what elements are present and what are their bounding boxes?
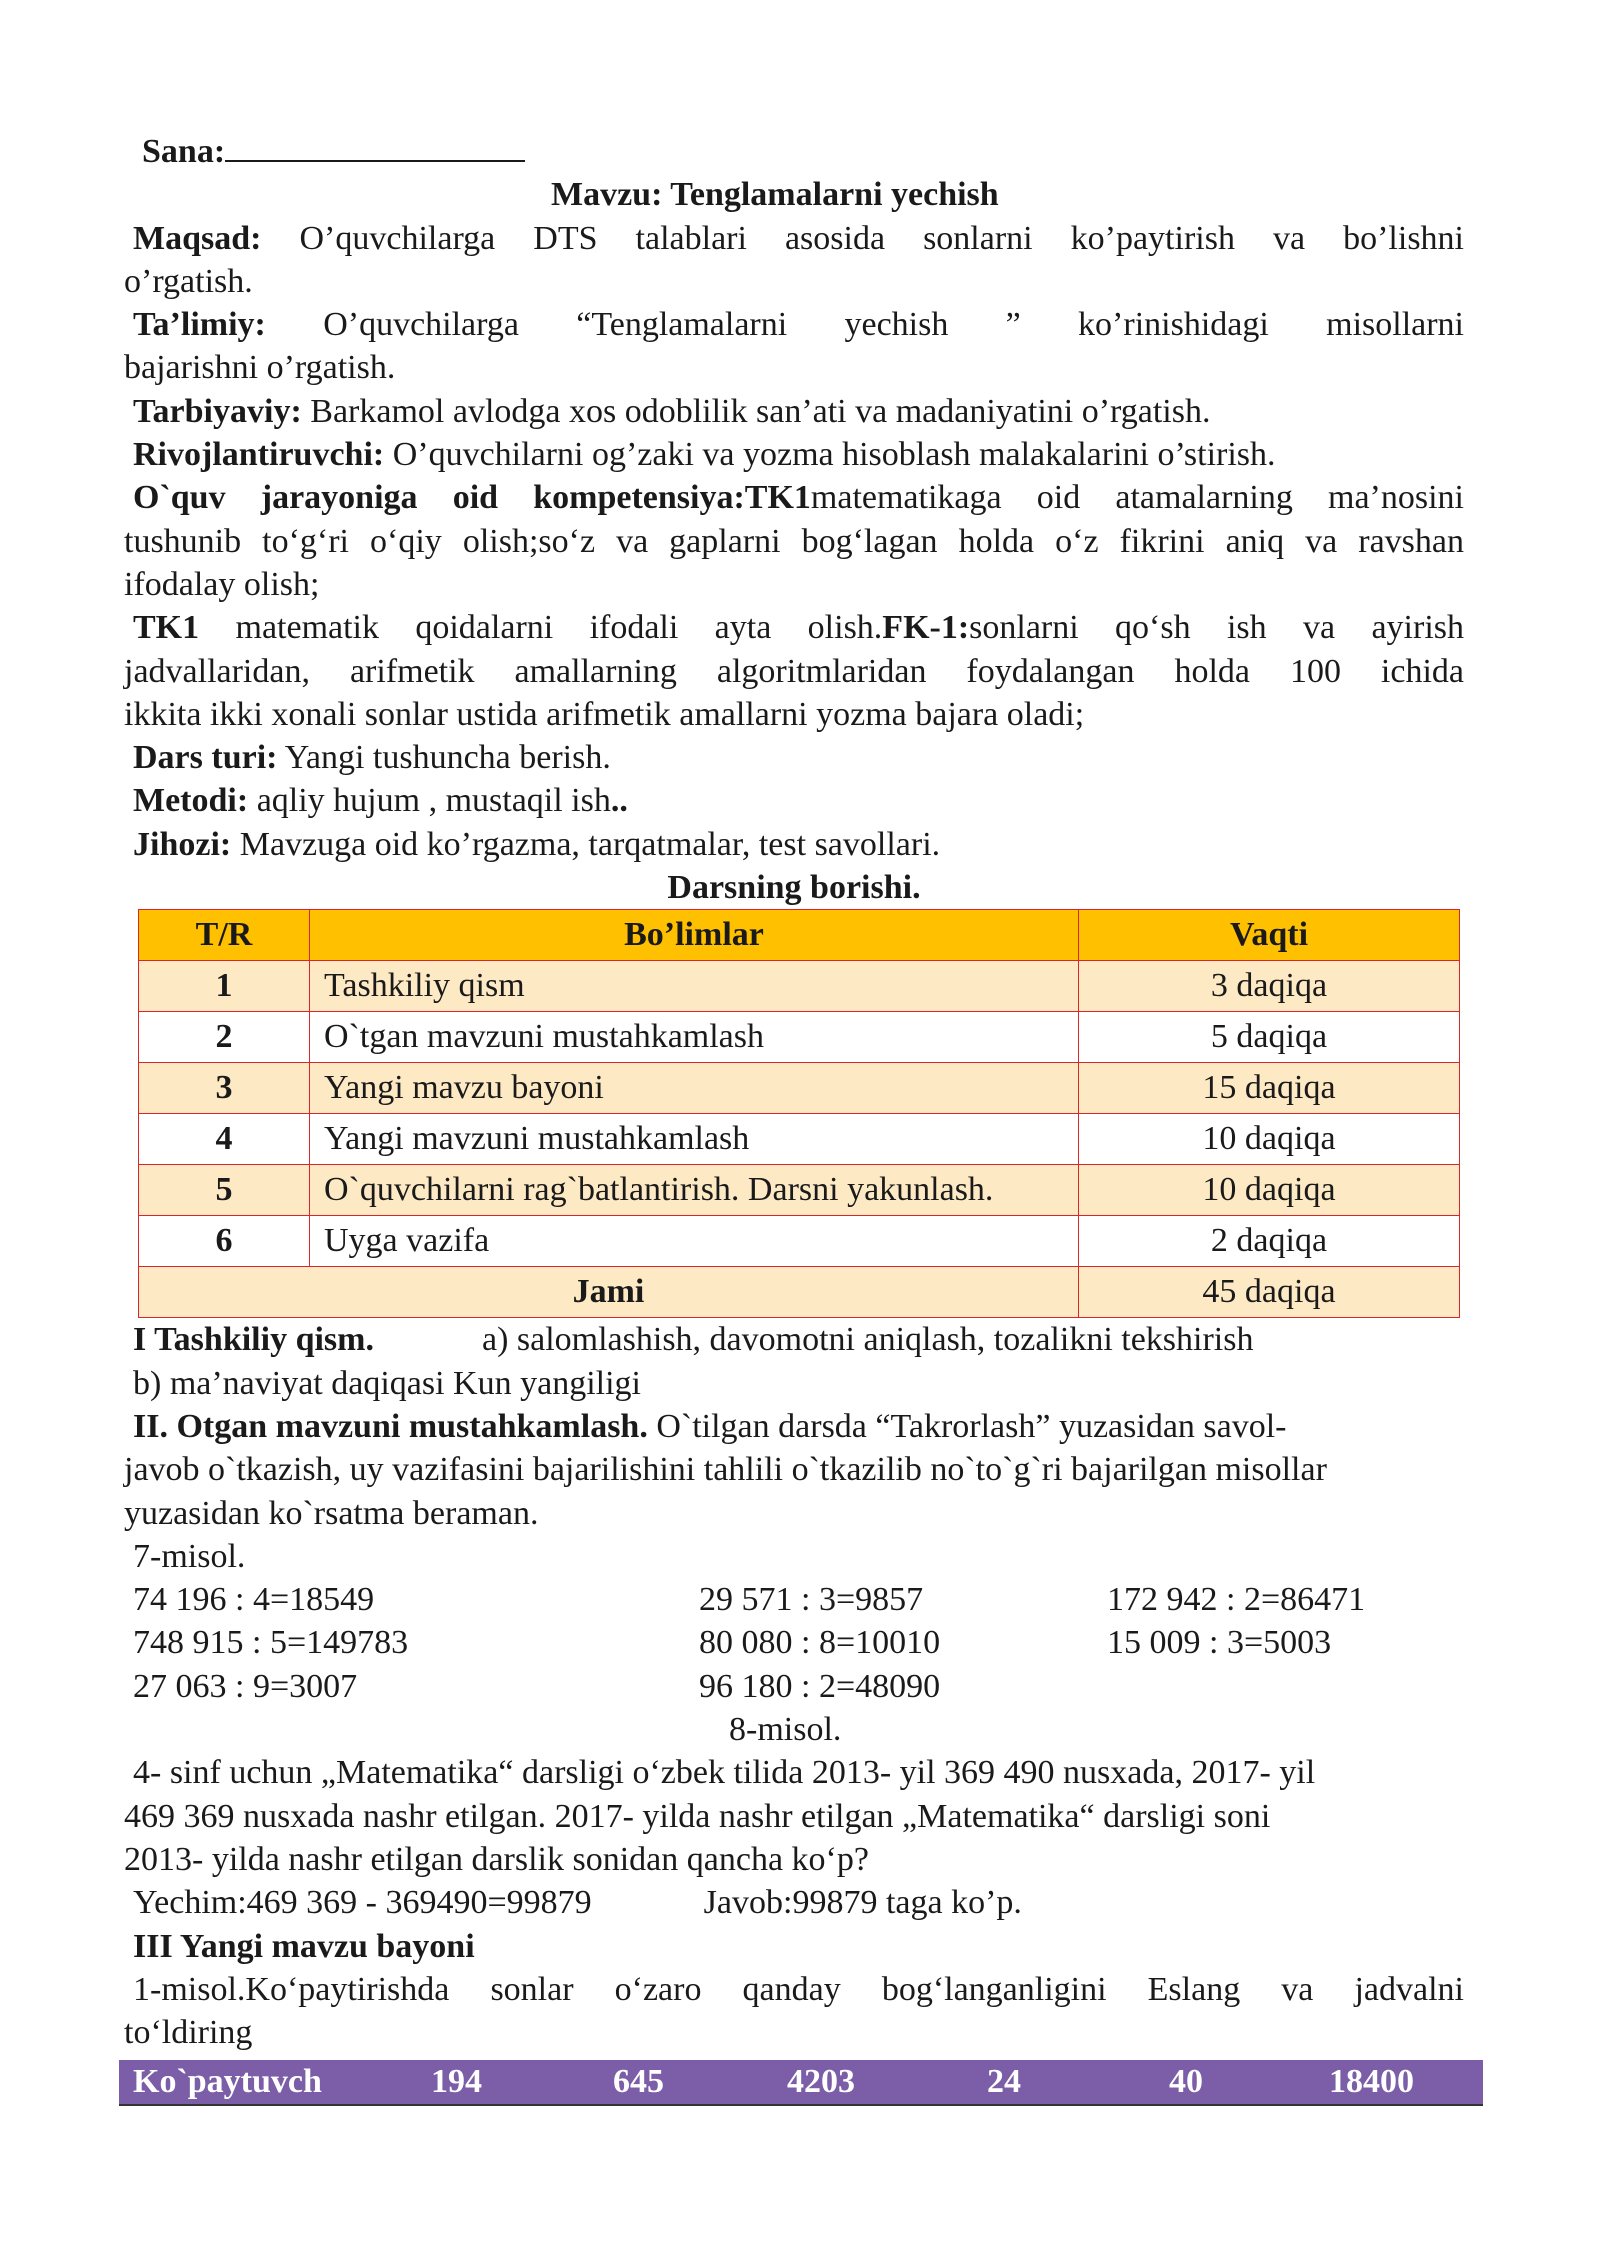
row-number: 6 (139, 1216, 310, 1267)
section-2-line-2: javob o`tkazish, uy vazifasini bajarilishini tahlili o`tkazilib no`to`g`ri bajarilgan misollar (124, 1451, 1327, 1489)
exercise-7-cell (1107, 1665, 1464, 1708)
section-1-line-2: b) ma’naviyat daqiqasi Kun yangiligi (133, 1364, 641, 1402)
exercise-7-cell: 74 196 : 4=18549 (133, 1581, 375, 1619)
goal-maqsad-label: Maqsad: (133, 219, 262, 257)
section-3 (124, 1925, 1464, 1968)
section-1 (124, 1318, 1464, 1361)
exercise-8-label: 8-misol. (729, 1711, 842, 1749)
exercise-8-line-3: 2013- yilda nashr etilgan darslik sonidan qancha ko‘p? (124, 1840, 869, 1878)
exercise-8-line-2: 469 369 nusxada nashr etilgan. 2017- yilda nashr etilgan „Matematika“ darsligi soni (124, 1797, 1271, 1835)
solution-text: Yechim:469 369 - 369490=99879 (133, 1884, 592, 1922)
row-section: Yangi mavzu bayoni (310, 1063, 1079, 1114)
table-row (139, 1012, 1460, 1063)
method-end: .. (610, 782, 628, 820)
section-1-text: a) salomlashish, davomotni aniqlash, tozalikni tekshirish (481, 1321, 1254, 1359)
exercise-1-line-1: 1-misol.Ko‘paytirishda sonlar o‘zaro qanday bog‘langanligini Eslang va jadvalni (133, 1970, 1464, 2008)
exercise-8-line-1: 4- sinf uchun „Matematika“ darsligi o‘zbek tilida 2013- yil 369 490 nusxada, 2017- yil (133, 1754, 1316, 1792)
date-line (124, 130, 1464, 173)
equipment-text: Mavzuga oid ko’rgazma, tarqatmalar, test savollari. (239, 825, 941, 863)
topic-line (124, 173, 1464, 216)
total-time: 45 daqiqa (1079, 1267, 1460, 1318)
exercise-7-row (124, 1578, 1464, 1621)
exercise-1-line-2: to‘ldiring (124, 2014, 253, 2052)
exercise-7-cell: 96 180 : 2=48090 (699, 1667, 941, 1705)
exercise-7-cell: 748 915 : 5=149783 (133, 1624, 409, 1662)
row-section: Tashkiliy qism (310, 961, 1079, 1012)
row-section: Uyga vazifa (310, 1216, 1079, 1267)
row-time: 10 daqiqa (1079, 1165, 1460, 1216)
row-section: Yangi mavzuni mustahkamlash (310, 1114, 1079, 1165)
lesson-type (124, 736, 1464, 779)
goal-tarbiyaviy-label: Tarbiyaviy: (133, 392, 302, 430)
plan-title (124, 866, 1464, 909)
lesson-plan-table (138, 909, 1460, 1318)
goal-maqsad-cont: o’rgatish. (124, 262, 253, 300)
section-2-line-3: yuzasidan ko`rsatma beraman. (124, 1494, 539, 1532)
section-2-text: O`tilgan darsda “Takrorlash” yuzasidan savol- (656, 1407, 1287, 1445)
table-row (139, 1216, 1460, 1267)
tk1-line (124, 606, 1464, 649)
equipment (124, 823, 1464, 866)
multiplier-value: 4203 (787, 2063, 855, 2100)
method-label: Metodi: (133, 782, 249, 820)
section-2-label: II. Otgan mavzuni mustahkamlash. (133, 1407, 648, 1445)
table-row (139, 961, 1460, 1012)
section-3-label: III Yangi mavzu bayoni (133, 1927, 475, 1965)
multiplier-value: 18400 (1329, 2063, 1414, 2100)
goal-talimiy (124, 303, 1464, 346)
exercise-7-cell: 27 063 : 9=3007 (133, 1667, 358, 1705)
row-number: 4 (139, 1114, 310, 1165)
competency-label: O`quv jarayoniga oid kompetensiya:TK1 (133, 479, 811, 517)
solution-line (124, 1881, 1464, 1924)
tk1-label: TK1 (133, 609, 200, 647)
section-1-label: I Tashkiliy qism. (133, 1321, 374, 1359)
multiplier-value: 645 (613, 2063, 664, 2100)
competency-text: matematikaga oid atamalarning ma’nosini (810, 479, 1464, 517)
row-number: 3 (139, 1063, 310, 1114)
header-time: Vaqti (1079, 910, 1460, 961)
goal-talimiy-label: Ta’limiy: (133, 306, 266, 344)
goal-maqsad (124, 217, 1464, 260)
goal-rivoj-text: O’quvchilarni og’zaki va yozma hisoblash malakalarini o’stirish. (392, 436, 1276, 474)
date-blank (225, 134, 525, 162)
goal-rivoj-label: Rivojlantiruvchi: (133, 436, 385, 474)
plan-title-text: Darsning borishi. (667, 869, 921, 907)
competency-line-2: tushunib to‘g‘ri o‘qiy olish;so‘z va gaplarni bog‘lagan holda o‘z fikrini aniq va ravshan (124, 522, 1464, 560)
exercise-7-cell: 172 942 : 2=86471 (1107, 1581, 1366, 1619)
row-number: 5 (139, 1165, 310, 1216)
table-total-row (139, 1267, 1460, 1318)
competency-line (124, 476, 1464, 519)
goal-talimiy-text: O’quvchilarga “Tenglamalarni yechish ” ko’rinishidagi misollarni (323, 306, 1464, 344)
goal-tarbiyaviy (124, 390, 1464, 433)
exercise-7-cell: 29 571 : 3=9857 (699, 1581, 924, 1619)
goal-talimiy-cont: bajarishni o’rgatish. (124, 349, 396, 387)
exercise-7-cell: 80 080 : 8=10010 (699, 1624, 941, 1662)
row-section: O`tgan mavzuni mustahkamlash (310, 1012, 1079, 1063)
total-label: Jami (139, 1267, 1079, 1318)
lesson-type-label: Dars turi: (133, 739, 278, 777)
row-section: O`quvchilarni rag`batlantirish. Darsni yakunlash. (310, 1165, 1079, 1216)
multiplier-table-row (119, 2060, 1483, 2106)
table-header-row (139, 910, 1460, 961)
exercise-7-label: 7-misol. (133, 1537, 246, 1575)
topic-title: Mavzu: Tenglamalarni yechish (551, 176, 999, 214)
competency-line-3: ifodalay olish; (124, 565, 320, 603)
table-row (139, 1063, 1460, 1114)
multiplier-value: 24 (987, 2063, 1021, 2100)
row-time: 15 daqiqa (1079, 1063, 1460, 1114)
fk1-label: FK-1: (882, 609, 970, 647)
header-tr: T/R (139, 910, 310, 961)
equipment-label: Jihozi: (133, 825, 232, 863)
section-2 (124, 1405, 1464, 1448)
method (124, 779, 1464, 822)
row-time: 2 daqiqa (1079, 1216, 1460, 1267)
table-row (139, 1165, 1460, 1216)
header-sections: Bo’limlar (310, 910, 1079, 961)
table-row (139, 1114, 1460, 1165)
multiplier-label: Ko`paytuvch (133, 2063, 322, 2100)
tk1-text: matematik qoidalarni ifodali ayta olish. (235, 609, 883, 647)
row-time: 3 daqiqa (1079, 961, 1460, 1012)
method-text: aqliy hujum , mustaqil ish (256, 782, 611, 820)
lesson-type-text: Yangi tushuncha berish. (284, 739, 611, 777)
multiplier-value: 194 (431, 2063, 482, 2100)
fk1-line-3: ikkita ikki xonali sonlar ustida arifmetik amallarni yozma bajara oladi; (124, 695, 1085, 733)
fk1-line-2: jadvallaridan, arifmetik amallarning algoritmlaridan foydalangan holda 100 ichida (124, 652, 1464, 690)
date-label: Sana: (142, 133, 226, 170)
goal-tarbiyaviy-text: Barkamol avlodga xos odoblilik san’ati va madaniyatini o’rgatish. (310, 392, 1211, 430)
row-time: 5 daqiqa (1079, 1012, 1460, 1063)
document-page (124, 130, 1464, 2054)
row-time: 10 daqiqa (1079, 1114, 1460, 1165)
answer-text: Javob:99879 taga ko’p. (703, 1884, 1022, 1922)
exercise-7-row (124, 1665, 1464, 1708)
exercise-7-row (124, 1621, 1464, 1664)
goal-maqsad-text: O’quvchilarga DTS talablari asosida sonlarni ko’paytirish va bo’lishni (299, 219, 1464, 257)
multiplier-value: 40 (1169, 2063, 1203, 2100)
fk1-text: sonlarni qo‘sh ish va ayirish (969, 609, 1464, 647)
exercise-7-cell: 15 009 : 3=5003 (1107, 1624, 1332, 1662)
row-number: 1 (139, 961, 310, 1012)
goal-rivoj (124, 433, 1464, 476)
row-number: 2 (139, 1012, 310, 1063)
